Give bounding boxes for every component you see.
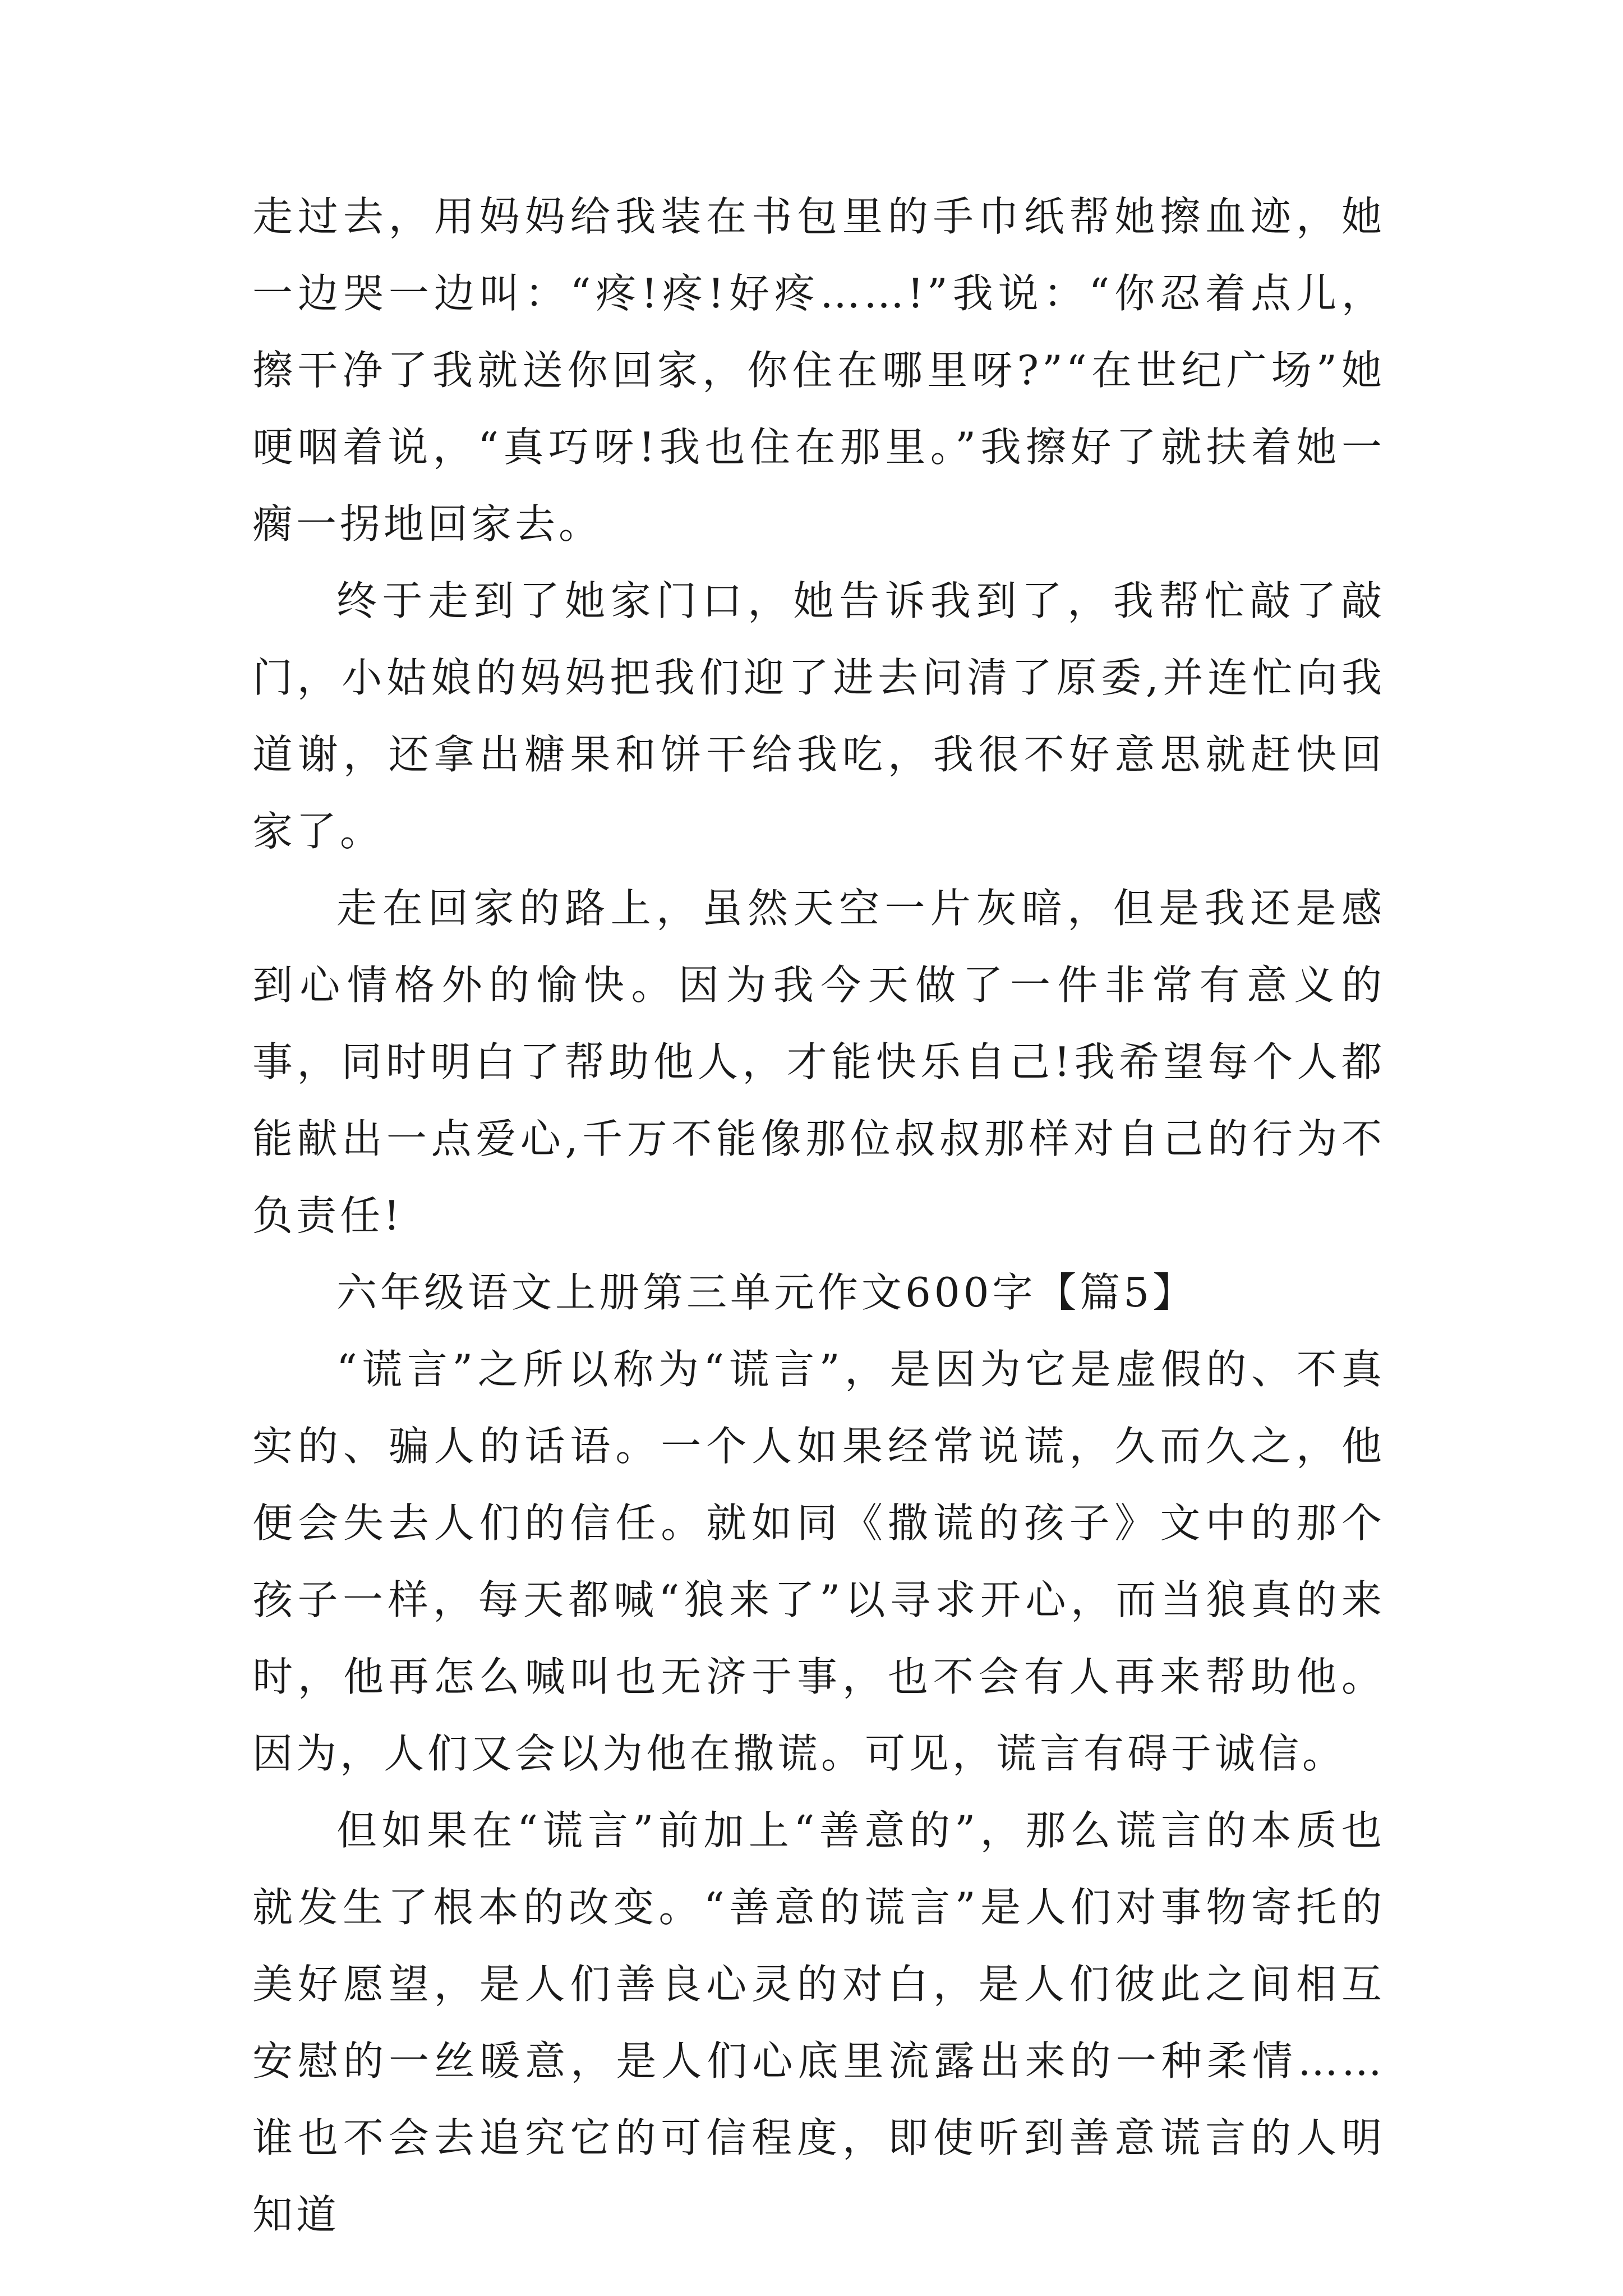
paragraph-2: 终于走到了她家门口，她告诉我到了，我帮忙敲了敲门，小姑娘的妈妈把我们迎了进去问清了原委,并连忙向我道谢，还拿出糖果和饼干给我吃，我很不好意思就赶快回家了。: [252, 577, 1385, 855]
paragraph-4: “谎言”之所以称为“谎言”，是因为它是虚假的、不真实的、骗人的话语。一个人如果经常说谎，久而久之，他便会失去人们的信任。就如同《撒谎的孩子》文中的那个孩子一样，每天都喊“狼来了”以寻求开心，而当狼真的来时，他再怎么喊叫也无济于事，也不会有人再来帮助他。因为，人们又会以为他在撒谎。可见，谎言有碍于诚信。: [252, 1346, 1385, 1777]
section-heading: 六年级语文上册第三单元作文600字【篇5】: [336, 1269, 1197, 1316]
paragraph-5: 但如果在“谎言”前加上“善意的”，那么谎言的本质也就发生了根本的改变。“善意的谎言”是人们对事物寄托的美好愿望，是人们善良心灵的对白，是人们彼此之间相互安慰的一丝暖意，是人们心底里流露出来的一种柔情……谁也不会去追究它的可信程度，即使听到善意谎言的人明知道: [252, 1807, 1385, 2238]
document-body: [252, 178, 1385, 2253]
paragraph-3: 走在回家的路上，虽然天空一片灰暗，但是我还是感到心情格外的愉快。因为我今天做了一件非常有意义的事，同时明白了帮助他人，才能快乐自己!我希望每个人都能献出一点爱心,千万不能像那位叔叔那样对自己的行为不负责任!: [252, 885, 1385, 1239]
paragraph-1: 走过去，用妈妈给我装在书包里的手巾纸帮她擦血迹，她一边哭一边叫：“疼!疼!好疼……!”我说：“你忍着点儿，擦干净了我就送你回家，你住在哪里呀?”“在世纪广场”她哽咽着说，“真巧呀!我也住在那里。”我擦好了就扶着她一瘸一拐地回家去。: [252, 193, 1385, 547]
